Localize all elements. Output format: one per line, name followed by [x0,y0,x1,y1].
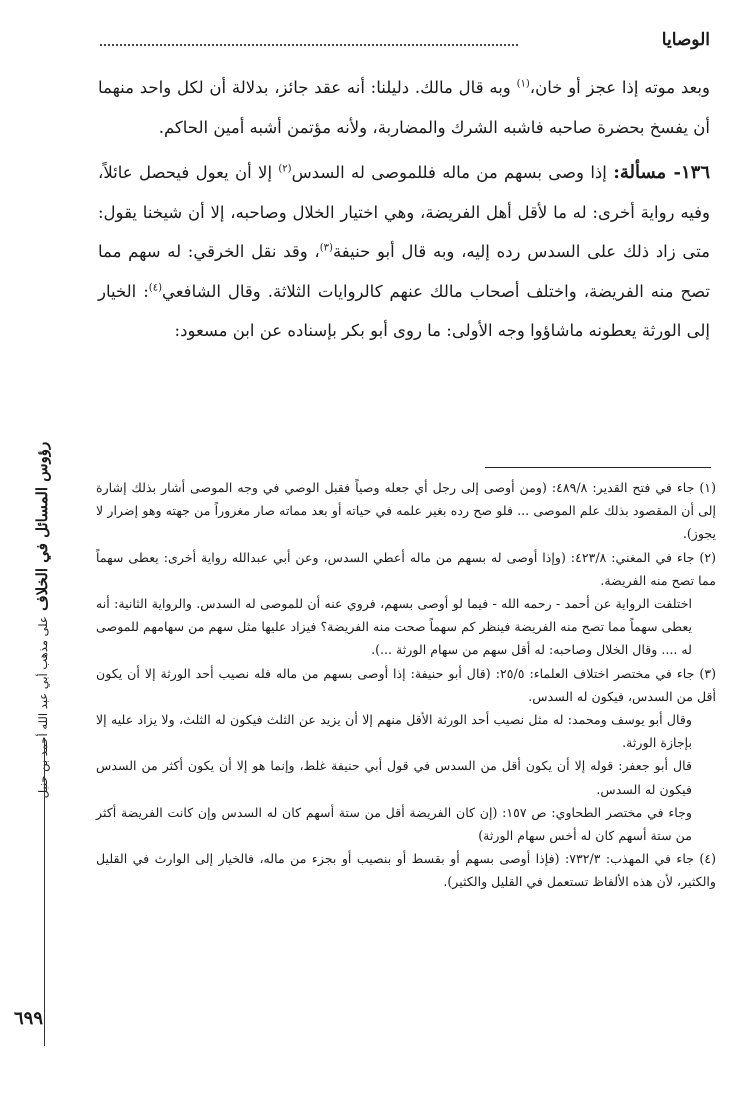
chapter-title: الوصايا [661,30,710,50]
side-rule [44,738,45,1046]
footnote-ref: (٢) [278,163,292,175]
running-book-title [33,442,51,799]
issue-paragraph [98,153,710,351]
issue-text: : الخيار إلى الورثة يعطونه ماشاؤوا وجه الأولى: ما روى أبو بكر بإسناده عن ابن مسعود: [98,281,710,340]
footnote-3-continued: وجاء في مختصر الطحاوي: ص ١٥٧: (إن كان الفريضة أقل من ستة أسهم كان له السدس وإن كانت الفريضة أكثر من ستة أسهم كان له أخس سهام الورثة) [96,804,692,844]
footnote-1: (١) جاء في فتح القدير: ٤٨٩/٨: (ومن أوصى إلى رجل أي جعله وصياً فقبل الوصي في وجه الموصى أشار بذلك إشارة إلى أن المقصود بذلك علم الموصى ... فلو صح رده بغير علمه في حياته أو بعد مماته صار مغروراً من جهته وهو إضرار لا يجوز). [96,480,716,542]
main-text [98,68,710,351]
issue-text: إلا أن يعول فيحصل عائلاً، وفيه رواية أخرى: له ما لأقل أهل الفريضة، وهي اختيار الخلال وصاحبه، إلا أن شيخنا يقول: متى زاد ذلك على السدس رده إليه، وبه قال أبو حنيفة [98,163,710,261]
footnote-2-continued: اختلفت الرواية عن أحمد - رحمه الله - فيما لو أوصى بسهم، فروي عنه أن للموصى له السدس. والرواية الثانية: أنه يعطى سهماً مما تصح منه الفريضة فينظر كم سهماً صحت منه الفريضة؟ فيزاد عليها مثل سهم من سهامهم للموصى له .... وقال الخلال وصاحبه: له أقل سهم من سهام الورثة ...). [96,596,692,658]
footnote-3-continued: وقال أبو يوسف ومحمد: له مثل نصيب أحد الورثة الأقل منهم إلا أن يزيد عن الثلث فيكون له الثلث، ولا يزاد عليه إلا بإجازة الورثة. [96,712,692,751]
header-rule [100,44,518,46]
paragraph-text: وبعد موته إذا عجز أو خان، [529,78,710,97]
footnote-ref: (١) [516,78,530,90]
paragraph [98,68,710,147]
footnote-separator [485,467,711,468]
footnote-ref: (٤) [148,282,162,293]
footnote-4: (٤) جاء في المهذب: ٧٣٢/٣: (فإذا أوصى بسهم أو بقسط أو بنصيب أو بجزء من ماله، فالخيار إلى الوارث في القليل والكثير، لأن هذه الألفاظ تستعمل في القليل والكثير). [96,851,716,890]
book-subtitle: على مذهب أبي عبد الله أحمد بن حنبل [36,616,50,799]
page-number: ٦٩٩ [14,1008,44,1029]
paragraph-text: وبه قال مالك. دليلنا: أنه عقد جائز، بدلالة أن لكل واحد منهما أن يفسخ بحضرة صاحبه فاشبه الشرك والمضاربة، ولأنه مؤتمن أشبه أمين الحاكم. [98,78,710,137]
footnote-3: (٣) جاء في مختصر اختلاف العلماء: ٢٥/٥: (قال أبو حنيفة: إذا أوصى بسهم من ماله فله نصيب أحد الورثة إلا أن يكون أقل من السدس، فيكون له السدس. [96,665,716,704]
footnote-ref: (٣) [319,242,333,254]
issue-text: إذا وصى بسهم من ماله فللموصى له السدس [291,163,614,182]
footnotes [96,476,716,894]
issue-text: ، وقد نقل الخرقي: له سهم مما تصح منه الفريضة، واختلف أصحاب مالك عنهم كالروايات الثلاثة. وقال الشافعي [98,242,710,301]
issue-heading: ١٣٦- مسألة: [613,162,710,183]
footnote-2: (٢) جاء في المغني: ٤٢٣/٨: (وإذا أوصى له بسهم من ماله أعطي السدس، وعن أبي عبدالله رواية أخرى: يعطى سهماً مما تصح منه الفريضة. [96,549,716,588]
book-title: رؤوس المسائل في الخلاف [33,441,51,611]
footnote-3-continued: قال أبو جعفر: قوله إلا أن يكون أقل من السدس في قول أبي حنيفة غلط، وإنما هو إلا أن يكون أكثر من السدس فيكون له السدس. [96,758,692,797]
